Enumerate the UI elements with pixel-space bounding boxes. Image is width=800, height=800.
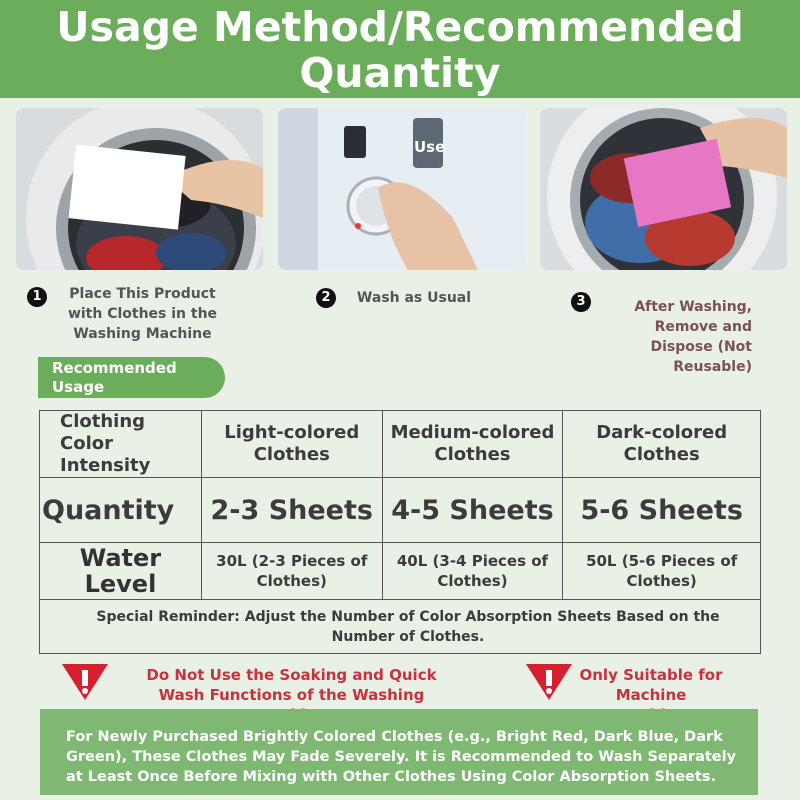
warning-icon (60, 662, 110, 702)
step-2-number: 2 (316, 288, 336, 308)
washing-machine-pink-sheet-image (540, 108, 787, 270)
quantity-table (39, 410, 761, 654)
warning-text-2: Only Suitable for Machine (579, 666, 723, 704)
washing-machine-white-sheet-image (16, 108, 263, 270)
step-1-text: Place This Product with Clothes in the Washing Machine (67, 286, 218, 342)
step-3-photo (540, 108, 787, 270)
table-cell: 4-5 Sheets (382, 478, 563, 543)
table-cell: 40L (3-4 Pieces of Clothes) (382, 543, 563, 600)
recommended-usage-label: Recommended Usage (38, 357, 225, 398)
table-cell: Light-colored Clothes (201, 411, 382, 478)
warning-icon (524, 662, 574, 702)
step-1-photo (16, 108, 263, 270)
table-row (40, 411, 761, 478)
step-2-photo (278, 108, 525, 270)
panel-label: Use (414, 138, 446, 156)
table-cell: Water Level (40, 543, 202, 600)
step-3-number: 3 (571, 292, 591, 312)
special-reminder: Special Reminder: Adjust the Number of Color Absorption Sheets Based on the Number of Clothes. (40, 600, 761, 654)
table-cell: Quantity (40, 478, 202, 543)
table-row (40, 543, 761, 600)
step-3-text: After Washing, Remove and Dispose (Not Reusable) (634, 299, 752, 375)
table-cell: Clothing Color Intensity (40, 411, 202, 478)
table-cell: 50L (5-6 Pieces of Clothes) (563, 543, 761, 600)
table-cell: 2-3 Sheets (201, 478, 382, 543)
table-cell: 5-6 Sheets (563, 478, 761, 543)
step-2-text: Wash as Usual (356, 290, 472, 306)
step-1-number: 1 (27, 287, 47, 307)
warning-text-1: Do Not Use the Soaking and Quick Wash Functions of the Washing (146, 666, 437, 704)
table-row (40, 478, 761, 543)
table-cell: Medium-colored Clothes (382, 411, 563, 478)
table-row (40, 600, 761, 654)
fading-note: For Newly Purchased Brightly Colored Clothes (e.g., Bright Red, Dark Blue, Dark Green), These Clothes May Fade Severely. It is Recommended to Wash Separately at Least Once Before Mixing with Other Clothes Using Color Absorption Sheets. (40, 709, 758, 795)
table-cell: 30L (2-3 Pieces of Clothes) (201, 543, 382, 600)
control-panel-image (278, 108, 525, 270)
table-cell: Dark-colored Clothes (563, 411, 761, 478)
page-title: Usage Method/Recommended Quantity (0, 0, 800, 98)
